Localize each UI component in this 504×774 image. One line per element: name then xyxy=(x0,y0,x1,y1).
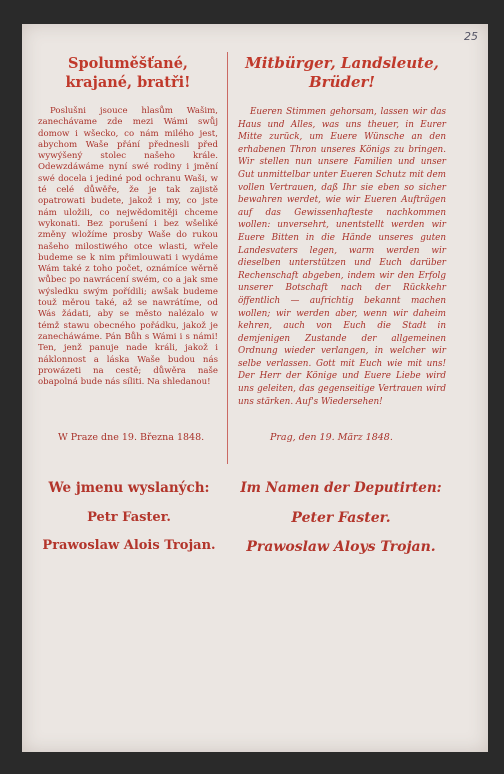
german-column xyxy=(238,54,446,408)
german-date: Prag, den 19. März 1848. xyxy=(270,432,393,443)
czech-heading: Spoluměšťané, krajané, bratři! xyxy=(65,55,191,91)
german-signatory-2: Prawoslaw Aloys Trojan. xyxy=(246,539,436,555)
german-signatures xyxy=(232,480,450,568)
czech-signatory-1: Petr Faster. xyxy=(87,510,171,525)
german-signature-label: Im Namen der Deputirten: xyxy=(240,480,442,496)
czech-date: W Praze dne 19. Března 1848. xyxy=(58,432,205,443)
czech-signature-label: We jmenu wyslaných: xyxy=(48,480,210,496)
german-heading: Mitbürger, Landsleute, Brüder! xyxy=(245,54,439,91)
german-signatory-1: Peter Faster. xyxy=(291,510,391,526)
german-body-text: Eueren Stimmen gehorsam, lassen wir das Haus und Alles, was uns theuer, in Eurer Mitte zurück, um Euere Wünsche an den erhabenen Thron unseres Königs zu bringen. Wir stellen nun unsere Familien und unser Gut unmittelbar unter Eueren Schutz mit dem vollen Vertrauen, daß Ihr sie eben so sicher bewahren werdet, wie wir Eueren Aufträgen auf das Gewissenhafteste nachkommen wollen: unversehrt, unentstellt werden wir Euere Bitten in die Hände unseres guten Landesvaters legen, warm werden wir dieselben unterstützen und Euch darüber Rechenschaft abgeben, indem wir den Erfolg unserer Botschaft nach der Rückkehr öffentlich — aufrichtig bekannt machen wollen; wir werden aber, wenn wir daheim kehren, auch von Euch die Stadt in demjenigen Zustande der allgemeinen Ordnung wieder verlangen, in welcher wir selbe verlassen. Gott mit Euch wie mit uns! Der Herr der Könige und Euere Liebe wird uns geleiten, das gegenseitige Vertrauen wird uns stärken. Auf's Wiedersehen! xyxy=(238,107,446,407)
czech-signatory-2: Prawoslaw Alois Trojan. xyxy=(42,538,216,553)
column-divider xyxy=(227,52,228,464)
folio-number: 25 xyxy=(464,30,478,43)
czech-column xyxy=(38,54,218,388)
czech-signatures xyxy=(30,480,228,566)
czech-body-text: Poslušni jsouce hlasům Wašim, zanechávame zde mezi Wámi swůj domow i wšecko, co nám milého jest, abychom Waše přání přednesli před wywýšený stolec našeho krále. Odewzdáwáme nyní swé rodiny i jmění swé docela i jediné pod ochranu Waši, w té celé důwěře, že je tak zajistě opatrowati budete, jakož i my, co jste nám uložili, co nejwědomitěji chceme wykonati. Bez porušení i bez wšeliké změny wložíme prosby Waše do rukou našeho milostiwého otce wlasti, wřele budeme se k nim přimlouwati i wydáme Wám také z toho počet, oznámíce wěrně wůbec po nawrácení swém, co a jak sme wýsledku swým pořídili; awšak budeme touž měrou také, až se nawrátíme, od Wás žádati, aby se město nalézalo w témž stawu obecného pořádku, jakož je zanecháwáme. Pán Bůh s Wámi i s námi! Ten, jenž panuje nade králi, jakož i náklonnost a láska Waše budou nás prowázeti na cestě; důwěra naše obapolná bude nás síliti. Na shledanou! xyxy=(38,106,218,388)
